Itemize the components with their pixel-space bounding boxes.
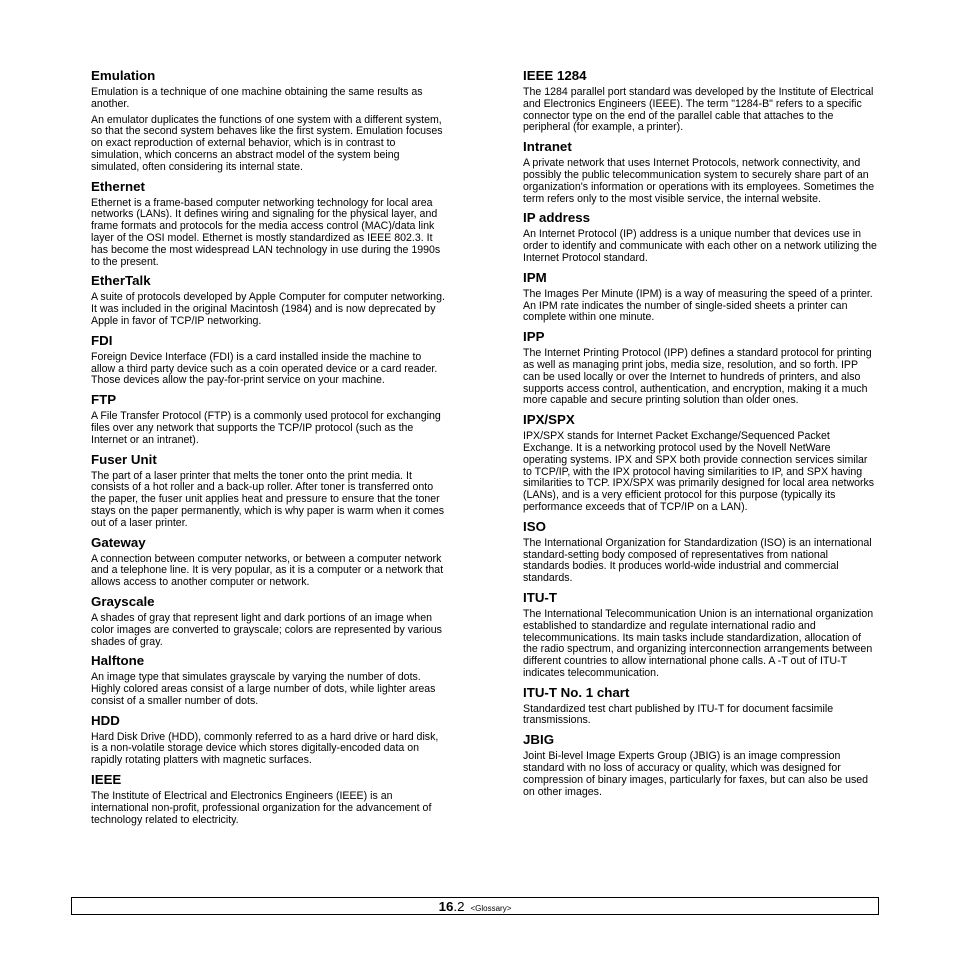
glossary-entry <box>91 333 445 387</box>
glossary-definition: The Images Per Minute (IPM) is a way of measuring the speed of a printer. An IPM rate indicates the number of single-sided sheets a printer can complete within one minute. <box>523 287 873 324</box>
glossary-term: ITU-T No. 1 chart <box>523 684 630 700</box>
glossary-definition: Joint Bi-level Image Experts Group (JBIG) is an image compression standard with no loss of accuracy or quality, which was designed for compression of binary images, particularly for faxes, but can also be used on other images. <box>523 750 869 798</box>
glossary-term: Halftone <box>91 653 145 669</box>
glossary-definition: A shades of gray that represent light and dark portions of an image when color images are converted to grayscale; colors are represented by various shades of gray. <box>91 611 442 648</box>
glossary-definition: A connection between computer networks, or between a computer network and a telephone line. It is very popular, as it is a computer or a network that allows access to another computer or network. <box>91 552 444 589</box>
glossary-entry <box>91 713 445 767</box>
glossary-term: IEEE <box>91 772 122 788</box>
glossary-term: Fuser Unit <box>91 451 157 467</box>
glossary-entry <box>523 590 877 680</box>
glossary-definition: An image type that simulates grayscale by varying the number of dots. Highly colored areas consist of a large number of dots, while lighter areas consist of a smaller number of dots. <box>91 671 436 707</box>
glossary-definition: The International Telecommunication Union is an international organization established to standardize and regulate international radio and telecommunications. Its main tasks include standardization, allocation of the radio spectrum, and organizing interconnection arrangements between different countries to allow international phone calls. A -T out of ITU-T indicates telecommunication. <box>523 607 874 679</box>
glossary-left-column <box>91 68 445 831</box>
glossary-entry <box>91 273 445 327</box>
glossary-entry <box>91 535 445 589</box>
glossary-entry <box>91 452 445 530</box>
page-number-page: .2 <box>453 899 465 914</box>
glossary-term: IPX/SPX <box>523 412 575 428</box>
glossary-term: Emulation <box>91 68 156 83</box>
glossary-term: FTP <box>91 392 117 408</box>
glossary-term: Intranet <box>523 139 572 155</box>
glossary-entry <box>523 519 877 585</box>
glossary-term: IEEE 1284 <box>523 68 587 83</box>
glossary-definition: A private network that uses Internet Protocols, network connectivity, and possibly the public telecommunication system to securely share part of an organization's information or operations with its employees. Sometimes the term refers only to the most visible service, the internal website. <box>523 157 875 205</box>
glossary-entry <box>523 68 877 134</box>
glossary-definition: Standardized test chart published by ITU-T for document facsimile transmissions. <box>523 702 834 727</box>
glossary-definition: The part of a laser printer that melts the toner onto the print media. It consists of a hot roller and a back-up roller. After toner is transferred onto the paper, the fuser unit applies heat and pressure to ensure that the toner stays on the paper permanently, which is why paper is warm when it comes out of a laser printer. <box>91 469 445 529</box>
glossary-entry <box>523 270 877 324</box>
glossary-definition: A suite of protocols developed by Apple Computer for computer networking. It was included in the original Macintosh (1984) and is now deprecated by Apple in favor of TCP/IP networking. <box>91 291 445 327</box>
glossary-term: Ethernet <box>91 178 145 194</box>
glossary-term: HDD <box>91 712 120 728</box>
glossary-term: Gateway <box>91 534 146 550</box>
glossary-term: ISO <box>523 518 546 534</box>
glossary-entry <box>523 139 877 205</box>
glossary-definition: Ethernet is a frame-based computer networking technology for local area networks (LANs). It defines wiring and signaling for the physical layer, and frame formats and protocols for the media access control (MAC)/data link layer of the OSI model. Ethernet is mostly standardized as IEEE 802.3. It has become the most widespread LAN technology in use during the 1990s to the present. <box>91 196 441 268</box>
glossary-entry <box>523 732 877 798</box>
glossary-definition: IPX/SPX stands for Internet Packet Exchange/Sequenced Packet Exchange. It is a networking protocol used by the Novell NetWare operating systems. IPX and SPX both provide connection services similar to TCP/IP, with the IPX protocol having similarities to IP, and SPX having similarities to TCP. IPX/SPX was primarily designed for local area networks (LANs), and is a very efficient protocol for this purpose (typically its performance exceeds that of TCP/IP on a LAN). <box>523 430 875 513</box>
glossary-definition: Emulation is a technique of one machine obtaining the same results as another. <box>91 86 423 110</box>
glossary-definition: An emulator duplicates the functions of one system with a different system, so that the second system behaves like the first system. Emulation focuses on exact reproduction of external behavior, which is in contrast to simulation, which concerns an abstract model of the system being simulated, often considering its internal state. <box>91 113 443 173</box>
section-label: <Glossary> <box>470 904 512 913</box>
glossary-definition: An Internet Protocol (IP) address is a unique number that devices use in order to identify and communicate with each other on a network utilizing the Internet Protocol standard. <box>523 228 877 264</box>
glossary-definition: The Institute of Electrical and Electronics Engineers (IEEE) is an international non-profit, professional organization for the advancement of technology related to electricity. <box>91 790 432 826</box>
glossary-entry <box>91 772 445 826</box>
glossary-definition: The Internet Printing Protocol (IPP) defines a standard protocol for printing as well as managing print jobs, media size, resolution, and so forth. IPP can be used locally or over the Internet to hundreds of printers, and also supports access control, authentication, and encryption, making it a much more capable and secure printing solution than older ones. <box>523 347 872 407</box>
glossary-term: Grayscale <box>91 593 155 609</box>
glossary-term: IPP <box>523 329 545 345</box>
glossary-definition: Foreign Device Interface (FDI) is a card installed inside the machine to allow a third party device such as a coin operated device or a card reader. Those devices allow the pay-for-print service on your machine. <box>91 350 438 387</box>
glossary-entry <box>91 179 445 269</box>
glossary-term: JBIG <box>523 732 555 748</box>
glossary-term: ITU-T <box>523 589 557 605</box>
glossary-term: IPM <box>523 269 547 285</box>
glossary-definition: Hard Disk Drive (HDD), commonly referred to as a hard drive or hard disk, is a non-volatile storage device which stores digitally-encoded data on rapidly rotating platters with magnetic surfaces. <box>91 730 439 767</box>
glossary-term: IP address <box>523 210 591 226</box>
page-number-chapter: 16 <box>438 899 454 914</box>
glossary-entry <box>91 68 445 174</box>
glossary-entry <box>523 685 877 728</box>
glossary-entry <box>91 594 445 648</box>
glossary-term: EtherTalk <box>91 273 151 289</box>
glossary-definition: The International Organization for Standardization (ISO) is an international standard-setting body composed of representatives from national standards bodies. It produces world-wide industrial and commercial standards. <box>523 536 872 585</box>
glossary-right-column <box>523 68 877 803</box>
glossary-entry <box>91 653 445 707</box>
glossary-definition: A File Transfer Protocol (FTP) is a commonly used protocol for exchanging files over any network that supports the TCP/IP protocol (such as the Internet or an intranet). <box>91 410 441 446</box>
glossary-definition: The 1284 parallel port standard was developed by the Institute of Electrical and Electronics Engineers (IEEE). The term "1284-B" refers to a specific connector type on the end of the parallel cable that attaches to the peripheral (for example, a printer). <box>523 86 874 134</box>
glossary-entry <box>91 392 445 446</box>
glossary-entry <box>523 210 877 264</box>
glossary-entry <box>523 329 877 407</box>
page-footer <box>71 897 879 915</box>
glossary-term: FDI <box>91 332 113 348</box>
glossary-entry <box>523 412 877 514</box>
